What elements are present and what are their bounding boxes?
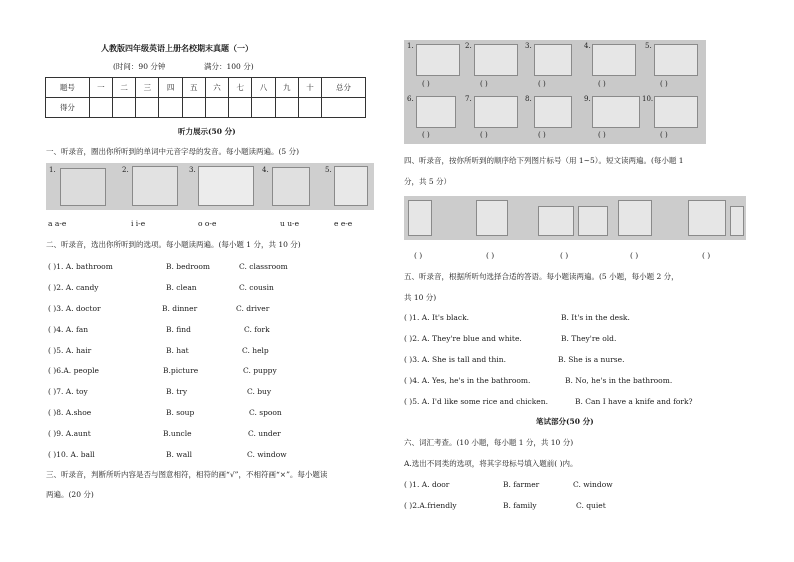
score-cell: 五 [182,78,205,98]
picture-number: 1. [407,42,414,50]
picture-number: 3. [525,42,532,50]
q1-option[interactable]: i i-e [131,219,146,228]
score-cell: 二 [112,78,135,98]
score-cell: 三 [136,78,159,98]
score-cell: 得分 [46,98,90,118]
q2-option-b: B. find [166,325,191,334]
q2-item[interactable]: ( )2. A. candy [48,283,99,292]
score-cell: 总分 [322,78,366,98]
q2-option-c: C. driver [236,304,270,313]
q4-title-line2: 分，共 5 分） [404,177,452,186]
score-cell: 八 [252,78,275,98]
q6-option-c: C. quiet [576,501,606,510]
answer-paren[interactable]: ( ) [480,80,488,88]
q2-option-c: C. help [242,346,269,355]
ruler-picture [272,167,310,206]
q2-item[interactable]: ( )7. A. toy [48,387,88,396]
paper-title: 人教版四年级英语上册名校期末真题（一） [101,43,253,53]
score-blank[interactable] [205,98,228,118]
q5-item[interactable]: ( )2. A. They're blue and white. [404,334,522,343]
q4-title-line1: 四、听录音，按你所听到的顺序给下列图片标号（用 1~5）。短文读两遍。(每小题 1 [404,156,684,165]
written-header: 笔试部分(50 分) [536,417,594,426]
answer-paren[interactable]: ( ) [414,251,423,260]
q3-picture-block [404,40,706,144]
score-table [45,77,366,118]
q2-option-b: B. try [166,387,188,396]
kite-picture [132,166,178,206]
answer-paren[interactable]: ( ) [660,131,668,139]
answer-paren[interactable]: ( ) [702,251,711,260]
q6-option-b: B. family [503,501,537,510]
panda-picture [618,200,652,236]
q2-item[interactable]: ( )5. A. hair [48,346,92,355]
score-cell: 十 [298,78,321,98]
q2-item[interactable]: ( )3. A. doctor [48,304,101,313]
score-cell: 一 [89,78,112,98]
score-blank[interactable] [229,98,252,118]
q2-option-c: C. classroom [239,262,288,271]
picture-number: 7. [465,95,472,103]
picture-number: 9. [584,95,591,103]
q5-option-b: B. They're old. [561,334,617,343]
picture-number: 4. [262,166,269,174]
q2-option-c: C. window [247,450,287,459]
answer-paren[interactable]: ( ) [560,251,569,260]
score-blank[interactable] [275,98,298,118]
score-blank[interactable] [89,98,112,118]
score-table-score-row [46,98,366,118]
picture-number: 5. [325,166,332,174]
answer-paren[interactable]: ( ) [422,131,430,139]
picture-number: 2. [465,42,472,50]
computer-picture [416,44,460,76]
q2-option-b: B. dinner [162,304,198,313]
q5-option-b: B. It's in the desk. [561,313,630,322]
chopsticks-picture [416,96,456,128]
q2-option-b: B.picture [163,366,199,375]
answer-paren[interactable]: ( ) [486,251,495,260]
score-blank[interactable] [252,98,275,118]
dog-picture [198,166,254,206]
man-phone-picture [592,44,636,76]
answer-paren[interactable]: ( ) [538,80,546,88]
listening-header: 听力展示(50 分) [178,127,236,136]
q2-option-c: C. under [248,429,281,438]
q1-option[interactable]: a a-e [48,219,67,228]
q2-item[interactable]: ( )8. A.shoe [48,408,92,417]
answer-paren[interactable]: ( ) [480,131,488,139]
classroom-picture [654,96,698,128]
score-table-header-row [46,78,366,98]
q6-item[interactable]: ( )1. A. door [404,480,450,489]
sofa-picture [474,96,518,128]
q5-item[interactable]: ( )4. A. Yes, he's in the bathroom. [404,376,531,385]
q4-picture-strip [404,196,746,240]
q1-option[interactable]: e e-e [334,219,353,228]
score-blank[interactable] [182,98,205,118]
q1-option[interactable]: u u-e [280,219,300,228]
girl-picture [334,166,368,206]
answer-paren[interactable]: ( ) [422,80,430,88]
doctor-picture [534,96,572,128]
score-blank[interactable] [322,98,366,118]
picture-number: 1. [49,166,56,174]
picture-number: 6. [407,95,414,103]
score-blank[interactable] [136,98,159,118]
score-blank[interactable] [298,98,321,118]
picture-number: 10. [642,95,654,103]
score-cell: 七 [229,78,252,98]
answer-paren[interactable]: ( ) [598,80,606,88]
q2-option-b: B.uncle [163,429,192,438]
q5-option-b: B. She is a nurse. [558,355,625,364]
q5-title-line2: 共 10 分) [404,293,437,302]
q6-option-b: B. farmer [503,480,540,489]
man-reading-picture [474,44,518,76]
q2-option-c: C. puppy [243,366,277,375]
q1-title: 一、听录音，圈出你所听到的单词中元音字母的发音。每小题读两遍。(5 分) [46,147,300,156]
boy-basketball-picture [408,200,432,236]
score-cell: 九 [275,78,298,98]
answer-paren[interactable]: ( ) [660,80,668,88]
q5-option-b: B. Can I have a knife and fork? [575,397,693,406]
answer-paren[interactable]: ( ) [538,131,546,139]
q2-option-c: C. buy [247,387,272,396]
q5-option-b: B. No, he's in the bathroom. [565,376,673,385]
picture-number: 3. [189,166,196,174]
exam-time: (时间：90 分钟 [113,62,166,71]
score-cell: 六 [205,78,228,98]
q3-title-line2: 两遍。(20 分) [46,490,94,499]
score-blank[interactable] [159,98,182,118]
q2-option-c: C. fork [244,325,270,334]
q2-option-b: B. soup [166,408,195,417]
q2-item[interactable]: ( )9. A.aunt [48,429,91,438]
q6-item[interactable]: ( )2.A.friendly [404,501,457,510]
q5-title-line1: 五、听录音，根据所听句选择合适的答语。每小题读两遍。(5 小题，每小题 2 分， [404,272,679,281]
q2-title: 二、听录音，选出你所听到的选项。每小题读两遍。(每小题 1 分，共 10 分) [46,240,301,249]
answer-paren[interactable]: ( ) [598,131,606,139]
picture-number: 5. [645,42,652,50]
map-picture [60,168,106,206]
q2-option-b: B. wall [166,450,192,459]
q6-option-c: C. window [573,480,613,489]
bed-picture [538,206,574,236]
woman-computer-picture [654,44,698,76]
q5-item[interactable]: ( )5. A. I'd like some rice and chicken. [404,397,548,406]
full-score: 满分：100 分) [204,62,254,71]
fan-picture [730,206,744,236]
q2-item[interactable]: ( )4. A. fan [48,325,89,334]
q5-item[interactable]: ( )3. A. She is tall and thin. [404,355,506,364]
q2-item[interactable]: ( )1. A. bathroom [48,262,113,271]
q5-item[interactable]: ( )1. A. It's black. [404,313,470,322]
q2-item[interactable]: ( )10. A. ball [48,450,95,459]
picture-number: 8. [525,95,532,103]
q2-option-b: B. clean [166,283,197,292]
score-blank[interactable] [112,98,135,118]
q6-subtitle: A.选出不同类的选项，将其字母标号填入题前( )内。 [404,459,578,468]
girl-picture [476,200,508,236]
q1-option[interactable]: o o-e [198,219,217,228]
q2-item[interactable]: ( )6.A. people [48,366,99,375]
answer-paren[interactable]: ( ) [630,251,639,260]
curtain-window-picture [688,200,726,236]
q2-option-c: C. spoon [249,408,282,417]
q2-option-b: B. hat [166,346,189,355]
q2-option-b: B. bedroom [166,262,211,271]
picture-number: 4. [584,42,591,50]
q2-option-c: C. cousin [239,283,274,292]
family-picture [592,96,640,128]
picture-number: 2. [122,166,129,174]
q6-title: 六、词汇考查。(10 小题，每小题 1 分，共 10 分) [404,438,574,447]
girl-face-picture [534,44,572,76]
q3-title-line1: 三、听录音，判断所听内容是否与图意相符，相符的画“√”，不相符画“×”。每小题读 [46,470,328,479]
score-cell: 题号 [46,78,90,98]
desk-picture [578,206,608,236]
score-cell: 四 [159,78,182,98]
q1-picture-strip [46,163,374,210]
